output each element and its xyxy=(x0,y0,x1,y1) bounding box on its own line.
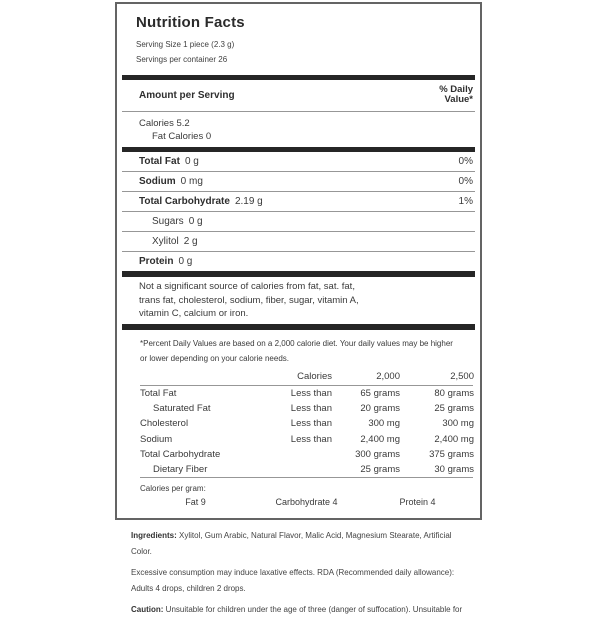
daily-value-footnote xyxy=(140,336,473,366)
table-cell-2500: 30 grams xyxy=(434,464,474,476)
not-significant-line: vitamin C, calcium or iron. xyxy=(139,308,249,319)
table-cell-2000: 65 grams xyxy=(360,387,400,399)
caution-paragraph xyxy=(131,602,561,618)
ingredients-line xyxy=(131,528,561,544)
nutrient-name-amount xyxy=(139,196,263,207)
daily-value-header xyxy=(439,85,473,105)
nutrient-amount: 0 g xyxy=(188,216,203,227)
nutrient-daily-value: 0% xyxy=(458,156,473,167)
nutrient-row-total-carbohydrate xyxy=(122,192,475,212)
nutrient-amount: 0 g xyxy=(178,256,193,267)
footnote-line: or lower depending on your calorie needs. xyxy=(140,353,289,363)
calories-per-gram-values xyxy=(140,497,473,513)
table-cell-2000: 20 grams xyxy=(360,402,400,414)
nutrient-name-amount xyxy=(139,176,203,187)
table-cell-nutrient: Total Fat xyxy=(140,387,177,399)
amount-per-serving-row xyxy=(122,80,475,112)
nutrient-name-amount xyxy=(152,216,203,227)
nutrient-name-amount xyxy=(152,236,198,247)
thick-divider xyxy=(122,324,475,330)
caution-line xyxy=(131,602,561,618)
table-row xyxy=(140,416,473,431)
daily-value-header-line1: % Daily xyxy=(439,84,473,95)
table-cell-nutrient: Dietary Fiber xyxy=(153,464,208,476)
calories-per-gram-carbohydrate: Carbohydrate 4 xyxy=(275,497,338,508)
nutrient-name: Total Carbohydrate xyxy=(139,196,230,207)
table-cell-2000: 25 grams xyxy=(360,464,400,476)
table-row xyxy=(140,447,473,462)
nutrient-name: Total Fat xyxy=(139,156,180,167)
daily-values-table xyxy=(140,368,473,479)
nutrient-amount: 2.19 g xyxy=(234,196,263,207)
header-cell-calories: Calories xyxy=(297,370,332,382)
table-row xyxy=(140,401,473,416)
not-significant-statement xyxy=(122,277,475,324)
ingredients-line: Color. xyxy=(131,546,152,556)
table-cell-2500: 300 mg xyxy=(442,418,474,430)
consumption-line: Excessive consumption may induce laxative effects. RDA (Recommended daily allowance): xyxy=(131,568,455,577)
calories-block xyxy=(122,112,475,147)
header-cell-2500: 2,500 xyxy=(450,370,474,382)
table-cell-2500: 2,400 mg xyxy=(434,433,474,445)
nutrient-name: Xylitol xyxy=(152,236,179,247)
consumption-paragraph xyxy=(131,565,561,596)
fat-calories-line: Fat Calories 0 xyxy=(152,131,212,142)
consumption-line: Adults 4 drops, children 2 drops. xyxy=(131,583,246,593)
nutrition-facts-label xyxy=(115,2,482,520)
ingredients-paragraph xyxy=(131,528,561,559)
calories-line: Calories 5.2 xyxy=(139,118,190,129)
table-row xyxy=(140,431,473,446)
header-cell-2000: 2,000 xyxy=(376,370,400,382)
nutrient-amount: 0 mg xyxy=(180,176,203,187)
label-title: Nutrition Facts xyxy=(136,14,245,31)
ingredients-text: Xylitol, Gum Arabic, Natural Flavor, Malic Acid, Magnesium Stearate, Artificial xyxy=(179,531,452,540)
nutrient-name: Protein xyxy=(139,256,174,267)
ingredients-label: Ingredients: xyxy=(131,531,177,540)
table-cell-2500: 80 grams xyxy=(434,387,474,399)
table-cell-2000: 2,400 mg xyxy=(360,433,400,445)
nutrient-row-sugars xyxy=(122,212,475,232)
calories-per-gram-label: Calories per gram: xyxy=(140,484,206,494)
nutrient-amount: 2 g xyxy=(183,236,198,247)
footnote-line: *Percent Daily Values are based on a 2,000 calorie diet. Your daily values may be higher xyxy=(140,338,453,348)
serving-size: Serving Size 1 piece (2.3 g) xyxy=(136,40,235,49)
nutrient-row-protein xyxy=(122,252,475,271)
nutrient-daily-value: 0% xyxy=(458,176,473,187)
not-significant-line: trans fat, cholesterol, sodium, fiber, sugar, vitamin A, xyxy=(139,294,359,306)
table-cell-qualifier: Less than xyxy=(290,402,332,414)
table-cell-2500: 25 grams xyxy=(434,402,474,414)
servings-per-container: Servings per container 26 xyxy=(136,55,228,64)
nutrient-name-amount xyxy=(139,156,199,167)
not-significant-line: Not a significant source of calories from fat, sat. fat, xyxy=(139,281,355,292)
daily-values-section xyxy=(140,336,473,514)
table-cell-2000: 300 mg xyxy=(368,418,400,430)
table-cell-2000: 300 grams xyxy=(355,448,400,460)
nutrient-daily-value: 1% xyxy=(458,196,473,207)
nutrient-name: Sodium xyxy=(139,176,176,187)
table-cell-2500: 375 grams xyxy=(429,448,474,460)
caution-text: Unsuitable for children under the age of three (danger of suffocation). Unsuitable for xyxy=(165,605,463,614)
nutrient-name-amount xyxy=(139,256,192,267)
table-cell-nutrient: Total Carbohydrate xyxy=(140,448,221,460)
table-row xyxy=(140,462,473,477)
nutrient-row-total-fat xyxy=(122,152,475,172)
calories-per-gram-fat: Fat 9 xyxy=(185,497,206,508)
table-cell-nutrient: Sodium xyxy=(140,433,173,445)
table-cell-qualifier: Less than xyxy=(290,387,332,399)
table-cell-qualifier: Less than xyxy=(290,418,332,430)
table-cell-qualifier: Less than xyxy=(290,433,332,445)
table-row xyxy=(140,386,473,401)
amount-per-serving-label: Amount per Serving xyxy=(139,89,235,101)
nutrient-row-sodium xyxy=(122,172,475,192)
daily-values-table-header xyxy=(140,368,473,386)
nutrient-row-xylitol xyxy=(122,232,475,252)
table-cell-nutrient: Saturated Fat xyxy=(153,402,211,414)
nutrient-amount: 0 g xyxy=(184,156,199,167)
package-notes xyxy=(131,528,561,624)
nutrient-name: Sugars xyxy=(152,216,184,227)
caution-label: Caution: xyxy=(131,605,164,614)
daily-value-header-line2: Value* xyxy=(444,94,473,105)
table-cell-nutrient: Cholesterol xyxy=(140,418,189,430)
calories-per-gram-protein: Protein 4 xyxy=(399,497,436,508)
